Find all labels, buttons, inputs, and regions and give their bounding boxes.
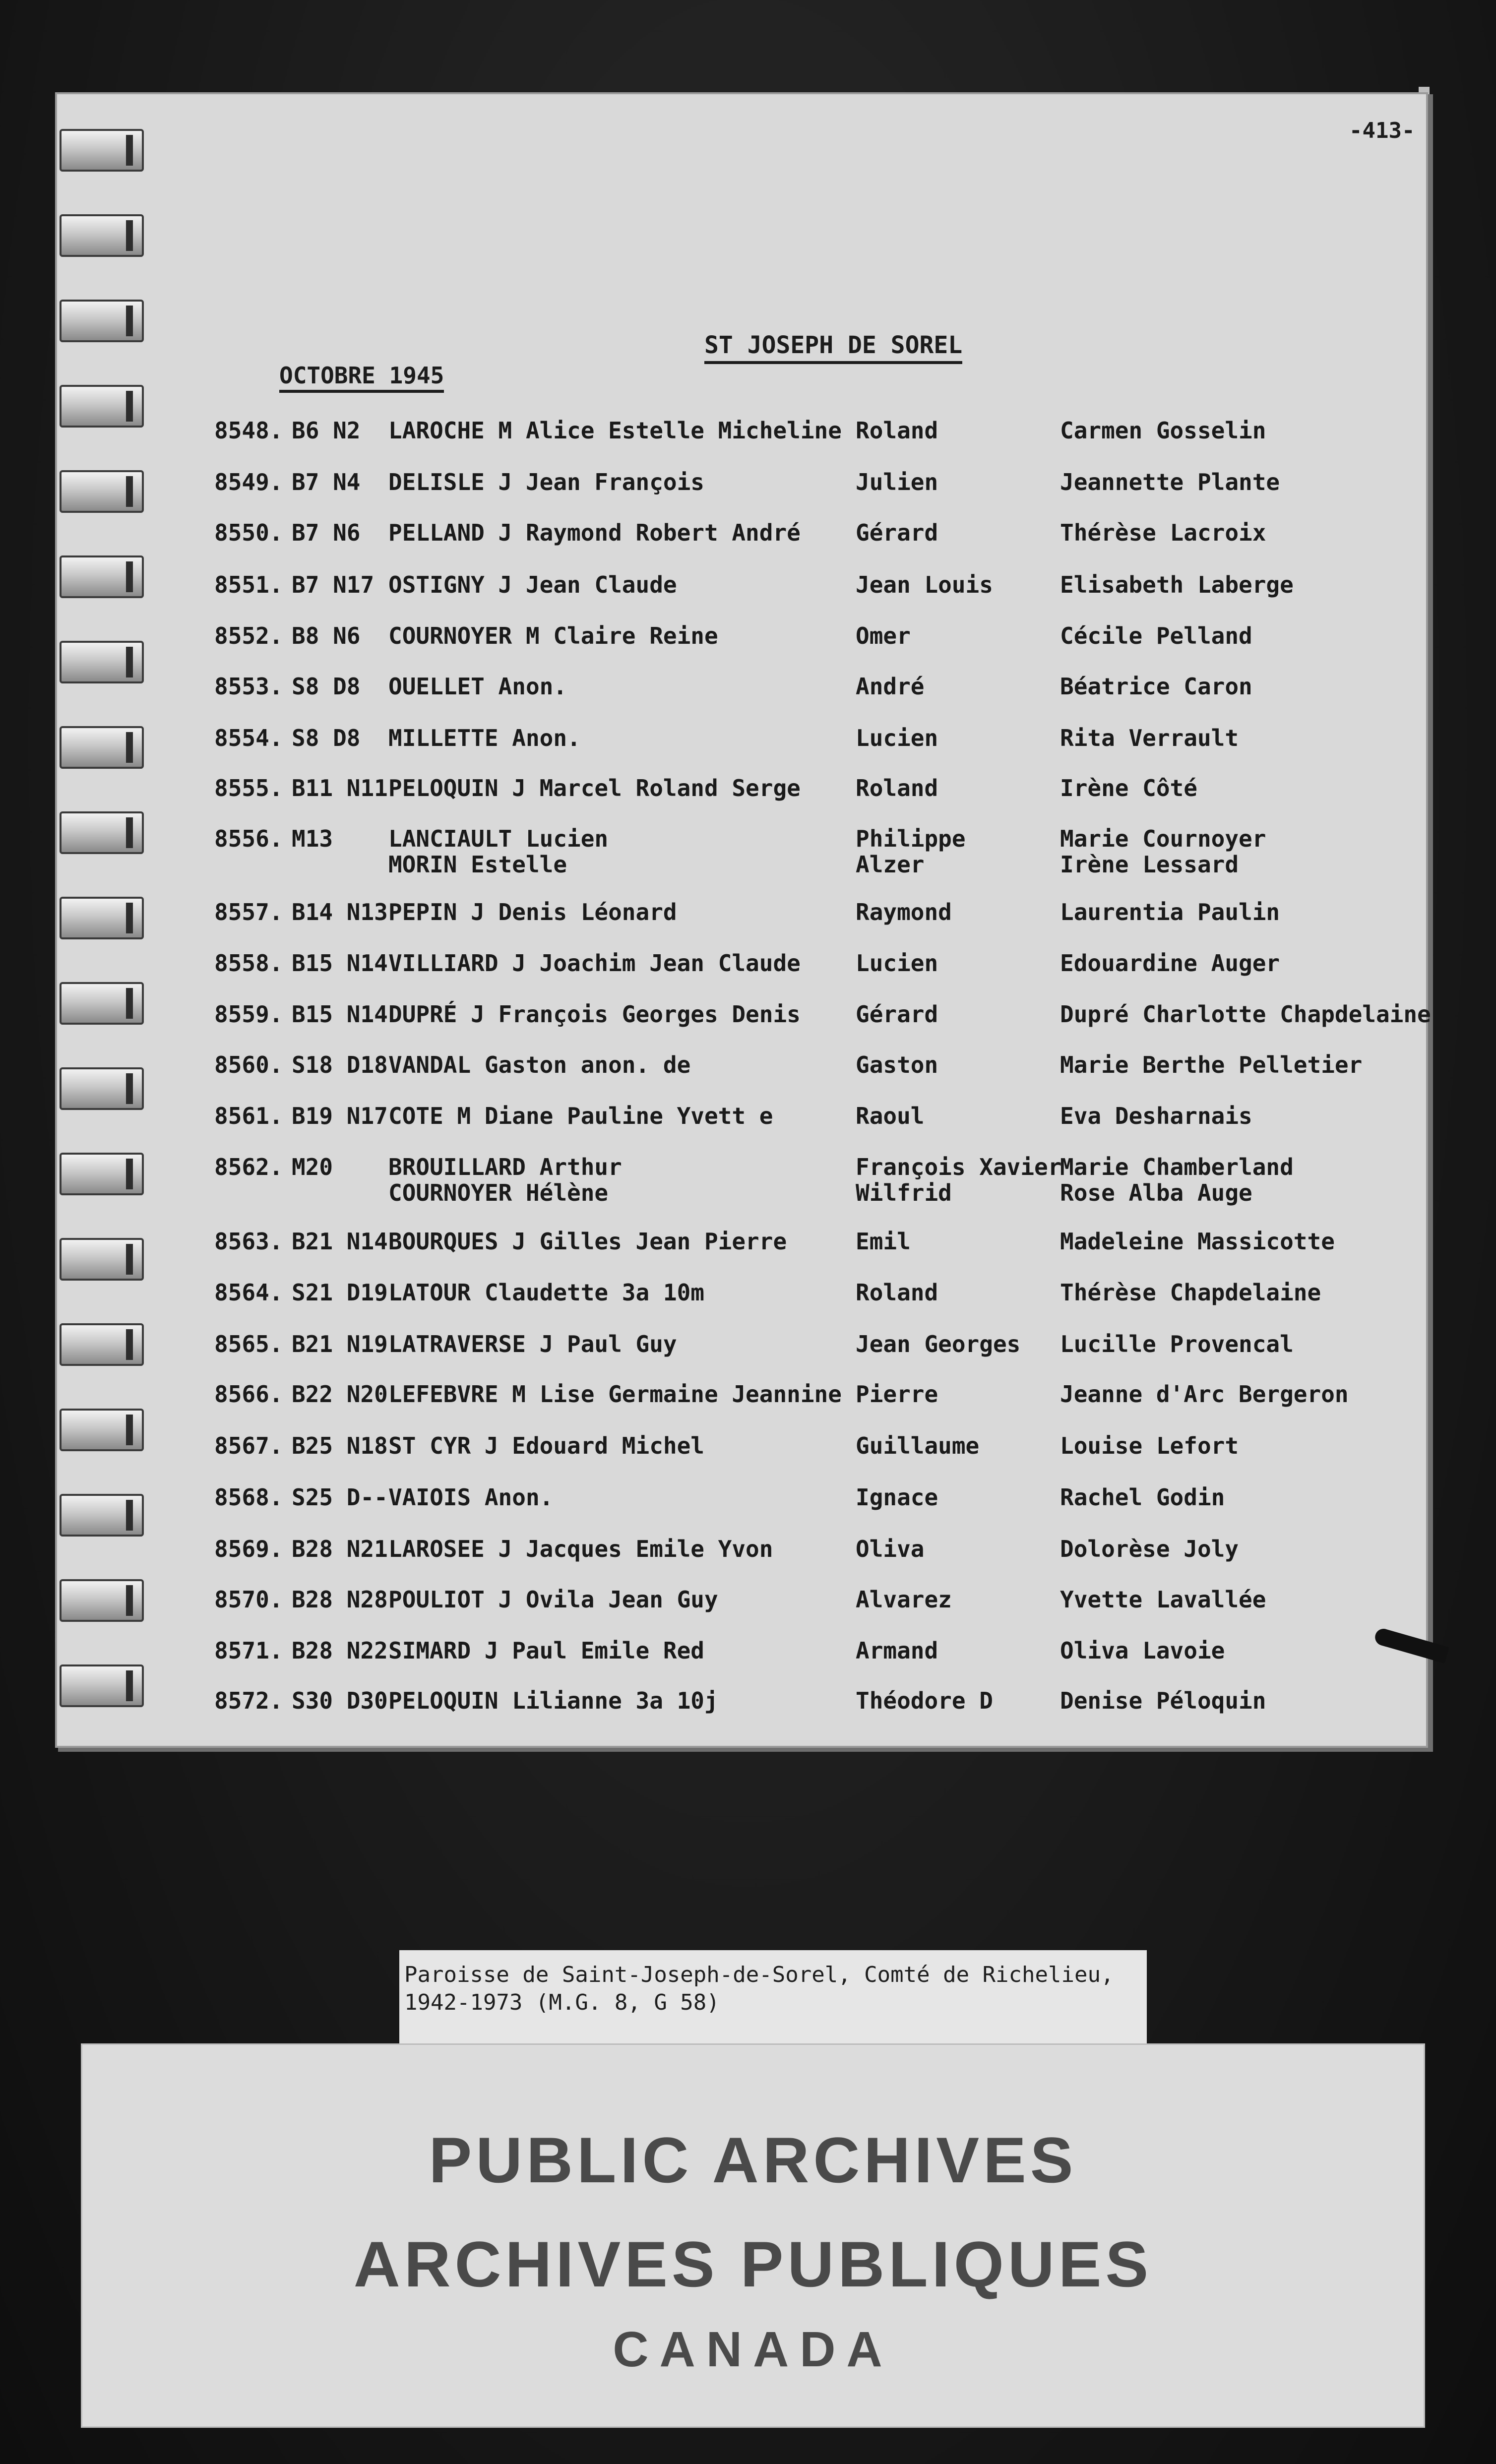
entry-number-text: 8562. [214, 1154, 283, 1180]
entry-father-text: François Xavier [856, 1154, 1062, 1180]
entry-father [856, 1433, 979, 1459]
binding-ring [60, 300, 144, 342]
entry-name [388, 950, 801, 976]
entry-father [856, 950, 938, 976]
entry-name [388, 1587, 718, 1612]
entry-number [214, 1688, 283, 1714]
entry-name-text-2: MORIN Estelle [388, 851, 567, 878]
entry-mother [1060, 1381, 1349, 1407]
entry-name-text: COTE M Diane Pauline Yvett e [388, 1103, 773, 1129]
entry-code [292, 1331, 388, 1357]
entry-number [214, 1103, 283, 1129]
entry-name-text: PELOQUIN Lilianne 3a 10j [388, 1687, 718, 1714]
entry-father-text: Armand [856, 1637, 938, 1664]
entry-father-text: Lucien [856, 950, 938, 977]
entry-name-text: MILLETTE Anon. [388, 725, 581, 751]
entry-mother [1060, 1587, 1266, 1612]
entry-number-text: 8571. [214, 1637, 283, 1664]
entry-code [292, 1688, 388, 1714]
page-number: -413- [1349, 118, 1415, 143]
entry-code-text: B15 N14 [292, 1001, 388, 1028]
entry-number-text: 8567. [214, 1432, 283, 1459]
entry-number [214, 1280, 283, 1305]
entry-number-text: 8551. [214, 571, 283, 598]
entry-father-text: Ignace [856, 1484, 938, 1511]
entry-father-text: Alvarez [856, 1586, 952, 1613]
entry-name [388, 826, 608, 877]
entry-father [856, 1229, 911, 1254]
entry-number-text: 8572. [214, 1687, 283, 1714]
entry-mother [1060, 674, 1252, 699]
entry-name [388, 674, 567, 699]
entry-code-text: B25 N18 [292, 1432, 388, 1459]
binding-ring [60, 641, 144, 683]
entry-code-text: B6 N2 [292, 417, 361, 444]
entry-code [292, 1154, 333, 1180]
entry-father-text: Roland [856, 417, 938, 444]
caption-line-1: Paroisse de Saint-Joseph-de-Sorel, Comté de Richelieu, [404, 1962, 1114, 1987]
entry-mother-text: Dupré Charlotte Chapdelaine [1060, 1001, 1431, 1028]
entry-mother [1060, 1688, 1266, 1714]
entry-name [388, 1154, 622, 1206]
entry-mother [1060, 826, 1266, 877]
entry-code [292, 623, 360, 649]
entry-name-text: PEPIN J Denis Léonard [388, 899, 677, 925]
entry-mother-text: Yvette Lavallée [1060, 1586, 1266, 1613]
entry-number-text: 8566. [214, 1381, 283, 1408]
entry-number-text: 8553. [214, 673, 283, 700]
entry-name [388, 1381, 842, 1407]
entry-father-text: Jean Georges [856, 1331, 1021, 1357]
entry-number-text: 8555. [214, 775, 283, 801]
entry-mother-text-2: Rose Alba Auge [1060, 1179, 1252, 1206]
entry-name-text: VANDAL Gaston anon. de [388, 1051, 691, 1078]
entry-number [214, 1484, 283, 1510]
entry-number [214, 1536, 283, 1562]
entry-code-text: S21 D19 [292, 1279, 388, 1306]
entry-code [292, 1280, 388, 1305]
entry-number-text: 8568. [214, 1484, 283, 1511]
binding-ring [60, 982, 144, 1025]
entry-name [388, 1280, 704, 1305]
entry-mother [1060, 1052, 1362, 1078]
entry-father [856, 1587, 952, 1612]
entry-mother-text: Jeanne d'Arc Bergeron [1060, 1381, 1349, 1408]
entry-name-text: BROUILLARD Arthur [388, 1154, 622, 1180]
entry-mother-text: Dolorèse Joly [1060, 1536, 1239, 1562]
entry-father [856, 1052, 938, 1078]
entry-father-text: Jean Louis [856, 571, 993, 598]
entry-code-text: B14 N13 [292, 899, 388, 925]
stamp-line-3: CANADA [613, 2322, 893, 2377]
entry-father [856, 469, 938, 495]
entry-mother-text: Oliva Lavoie [1060, 1637, 1225, 1664]
entry-name-text: DELISLE J Jean François [388, 469, 704, 495]
entry-code-text: S30 D30 [292, 1687, 388, 1714]
entry-mother [1060, 899, 1280, 925]
binding-ring [60, 1323, 144, 1366]
entry-number [214, 623, 283, 649]
entry-number [214, 520, 283, 546]
entry-name-text: DUPRÉ J François Georges Denis [388, 1001, 801, 1028]
entry-number-text: 8558. [214, 950, 283, 977]
entry-name [388, 1688, 718, 1714]
entry-code-text: B19 N17 [292, 1103, 388, 1129]
binding-ring [60, 1494, 144, 1537]
binding-ring [60, 1664, 144, 1707]
entry-father-text: André [856, 673, 925, 700]
entry-mother [1060, 1433, 1239, 1459]
binding-ring [60, 214, 144, 257]
entry-number-text: 8559. [214, 1001, 283, 1028]
entry-father [856, 1001, 938, 1027]
entry-code [292, 674, 360, 699]
binding-ring [60, 726, 144, 769]
entry-number [214, 725, 283, 751]
entry-mother [1060, 1001, 1431, 1027]
entry-mother [1060, 572, 1294, 598]
entry-code [292, 1052, 388, 1078]
caption-line-2: 1942-1973 (M.G. 8, G 58) [404, 1990, 720, 2015]
entry-name-text: LATOUR Claudette 3a 10m [388, 1279, 704, 1306]
entry-father-text: Roland [856, 1279, 938, 1306]
entry-father-text: Philippe [856, 825, 966, 852]
entry-mother [1060, 1331, 1294, 1357]
entry-code-text: B21 N19 [292, 1331, 388, 1357]
entry-mother-text: Rita Verrault [1060, 725, 1239, 751]
entry-code [292, 469, 360, 495]
entry-mother-text-2: Irène Lessard [1060, 851, 1239, 878]
entry-mother [1060, 418, 1266, 443]
entry-number [214, 1154, 283, 1180]
entry-mother-text: Marie Cournoyer [1060, 825, 1266, 852]
binding-ring [60, 470, 144, 513]
entry-mother [1060, 1229, 1335, 1254]
entry-code [292, 1536, 388, 1562]
entry-mother-text: Lucille Provencal [1060, 1331, 1294, 1357]
entry-mother [1060, 775, 1197, 801]
entry-father [856, 520, 938, 546]
entry-code [292, 1484, 388, 1510]
binding-ring [60, 811, 144, 854]
entry-mother-text: Eva Desharnais [1060, 1103, 1252, 1129]
entry-name [388, 1433, 704, 1459]
entry-name [388, 725, 581, 751]
entry-name [388, 520, 801, 546]
entry-code-text: B21 N14 [292, 1228, 388, 1255]
entry-code-text: B8 N6 [292, 622, 361, 649]
entry-name [388, 418, 842, 443]
entry-number-text: 8563. [214, 1228, 283, 1255]
entry-number [214, 1052, 283, 1078]
entry-mother [1060, 623, 1252, 649]
entry-mother-text: Denise Péloquin [1060, 1687, 1266, 1714]
entry-number [214, 1587, 283, 1612]
entry-name [388, 775, 801, 801]
entry-father-text: Oliva [856, 1536, 925, 1562]
entry-mother-text: Laurentia Paulin [1060, 899, 1280, 925]
entry-father [856, 1381, 938, 1407]
entry-code-text: B7 N17 [292, 571, 374, 598]
binding-ring [60, 1409, 144, 1451]
entry-code [292, 1001, 388, 1027]
entry-name [388, 1331, 677, 1357]
entry-number [214, 572, 283, 598]
entry-father [856, 418, 938, 443]
entry-name [388, 1638, 704, 1663]
entry-mother-text: Elisabeth Laberge [1060, 571, 1294, 598]
entry-number [214, 469, 283, 495]
entry-name-text-2: COURNOYER Hélène [388, 1179, 609, 1206]
entry-father [856, 1103, 924, 1129]
entry-number [214, 1331, 283, 1357]
entry-name [388, 899, 677, 925]
stamp-line-1: PUBLIC ARCHIVES [429, 2124, 1077, 2196]
entry-mother-text: Marie Berthe Pelletier [1060, 1051, 1363, 1078]
entry-code [292, 1229, 388, 1254]
entry-code [292, 725, 360, 751]
binding-ring [60, 1153, 144, 1195]
entry-code-text: B22 N20 [292, 1381, 388, 1408]
archives-stamp [81, 2043, 1425, 2428]
entry-number [214, 1001, 283, 1027]
binding-ring [60, 1067, 144, 1110]
entry-father-text: Raymond [856, 899, 952, 925]
entry-number-text: 8552. [214, 622, 283, 649]
entry-code [292, 826, 333, 852]
entry-code-text: B11 N11 [292, 775, 388, 801]
entry-mother [1060, 1280, 1321, 1305]
entry-number-text: 8570. [214, 1586, 283, 1613]
entry-code [292, 1587, 388, 1612]
entry-name-text: BOURQUES J Gilles Jean Pierre [388, 1228, 787, 1255]
entry-mother-text: Edouardine Auger [1060, 950, 1280, 977]
entry-name [388, 1229, 787, 1254]
entry-number [214, 1381, 283, 1407]
parish-header: ST JOSEPH DE SOREL [704, 331, 962, 364]
entry-father [856, 1484, 938, 1510]
entry-mother [1060, 950, 1280, 976]
entry-code-text: B28 N28 [292, 1586, 388, 1613]
entry-mother-text: Béatrice Caron [1060, 673, 1252, 700]
entry-code-text: S25 D-- [292, 1484, 388, 1511]
entry-father [856, 572, 993, 598]
entry-number-text: 8564. [214, 1279, 283, 1306]
entry-number-text: 8556. [214, 825, 283, 852]
entry-mother [1060, 1536, 1239, 1562]
entry-mother-text: Marie Chamberland [1060, 1154, 1294, 1180]
entry-number [214, 950, 283, 976]
entry-father-text: Théodore D [856, 1687, 993, 1714]
entry-name-text: PELOQUIN J Marcel Roland Serge [388, 775, 801, 801]
binding-ring [60, 1579, 144, 1622]
entry-name-text: POULIOT J Ovila Jean Guy [388, 1586, 718, 1613]
entry-code-text: B7 N6 [292, 519, 361, 546]
caption-label [399, 1950, 1147, 2045]
entry-number-text: 8549. [214, 469, 283, 495]
entry-mother-text: Irène Côté [1060, 775, 1197, 801]
entry-number-text: 8569. [214, 1536, 283, 1562]
entry-father [856, 1280, 938, 1305]
entry-mother [1060, 1484, 1225, 1510]
entry-code-text: M20 [292, 1154, 333, 1180]
entry-name-text: OUELLET Anon. [388, 673, 567, 700]
entry-name [388, 1484, 553, 1510]
entry-code-text: B15 N14 [292, 950, 388, 977]
entry-name-text: LANCIAULT Lucien [388, 825, 609, 852]
entry-father-text: Julien [856, 469, 938, 495]
binding-ring [60, 1238, 144, 1281]
entry-name-text: ST CYR J Edouard Michel [388, 1432, 704, 1459]
entry-name-text: OSTIGNY J Jean Claude [388, 571, 677, 598]
entry-father-text: Gérard [856, 519, 938, 546]
entry-code [292, 950, 388, 976]
entry-mother-text: Jeannette Plante [1060, 469, 1280, 495]
entry-name-text: SIMARD J Paul Emile Red [388, 1637, 704, 1664]
entry-number [214, 418, 283, 443]
entry-code-text: S8 D8 [292, 725, 361, 751]
entry-code [292, 899, 388, 925]
entry-father-text: Guillaume [856, 1432, 980, 1459]
entry-code [292, 1381, 388, 1407]
entry-father-text-2: Alzer [856, 851, 925, 878]
entry-name-text: VAIOIS Anon. [388, 1484, 554, 1511]
spiral-binding [60, 129, 149, 1741]
entry-code [292, 520, 360, 546]
entry-code-text: M13 [292, 825, 333, 852]
entry-father [856, 775, 938, 801]
entry-number [214, 775, 283, 801]
entry-mother [1060, 469, 1280, 495]
entry-father-text: Raoul [856, 1103, 925, 1129]
entry-name [388, 469, 704, 495]
entry-name [388, 572, 677, 598]
entry-name-text: LEFEBVRE M Lise Germaine Jeannine [388, 1381, 842, 1408]
binding-ring [60, 897, 144, 939]
entry-father [856, 1154, 1061, 1206]
entry-name-text: PELLAND J Raymond Robert André [388, 519, 801, 546]
entry-mother [1060, 520, 1266, 546]
entry-father [856, 1331, 1020, 1357]
entry-number-text: 8561. [214, 1103, 283, 1129]
entry-father [856, 899, 952, 925]
entry-mother-text: Thérèse Chapdelaine [1060, 1279, 1321, 1306]
entry-father-text: Emil [856, 1228, 911, 1255]
entry-number-text: 8557. [214, 899, 283, 925]
entry-father-text: Pierre [856, 1381, 938, 1408]
binding-ring [60, 385, 144, 428]
entry-number-text: 8565. [214, 1331, 283, 1357]
entry-number [214, 1638, 283, 1663]
entry-code [292, 1638, 388, 1663]
entry-name-text: COURNOYER M Claire Reine [388, 622, 718, 649]
entry-code-text: S18 D18 [292, 1051, 388, 1078]
entry-code [292, 1433, 388, 1459]
entry-code-text: B28 N22 [292, 1637, 388, 1664]
entry-mother-text: Louise Lefort [1060, 1432, 1239, 1459]
entry-father-text: Gérard [856, 1001, 938, 1028]
entry-name [388, 1103, 773, 1129]
entry-name [388, 1001, 801, 1027]
entry-mother-text: Rachel Godin [1060, 1484, 1225, 1511]
entry-mother-text: Thérèse Lacroix [1060, 519, 1266, 546]
entry-number [214, 1229, 283, 1254]
entry-father-text: Gaston [856, 1051, 938, 1078]
binding-ring [60, 129, 144, 172]
entry-father [856, 623, 911, 649]
entry-code [292, 1103, 388, 1129]
entry-mother [1060, 1154, 1294, 1206]
stamp-line-2: ARCHIVES PUBLIQUES [353, 2228, 1153, 2300]
entry-name [388, 1536, 773, 1562]
entry-father [856, 1536, 924, 1562]
entry-number [214, 826, 283, 852]
entry-father-text-2: Wilfrid [856, 1179, 952, 1206]
binding-ring [60, 555, 144, 598]
entry-name-text: LATRAVERSE J Paul Guy [388, 1331, 677, 1357]
entry-mother-text: Carmen Gosselin [1060, 417, 1266, 444]
entry-mother [1060, 1103, 1252, 1129]
entry-father-text: Roland [856, 775, 938, 801]
entry-code-text: B28 N21 [292, 1536, 388, 1562]
entry-father-text: Omer [856, 622, 911, 649]
entry-code-text: B7 N4 [292, 469, 361, 495]
month-header: OCTOBRE 1945 [279, 362, 444, 393]
entry-name-text: LAROSEE J Jacques Emile Yvon [388, 1536, 773, 1562]
entry-mother-text: Madeleine Massicotte [1060, 1228, 1335, 1255]
entry-code [292, 572, 374, 598]
entry-number [214, 1433, 283, 1459]
entry-father [856, 1638, 938, 1663]
entry-code [292, 775, 388, 801]
entry-father [856, 725, 938, 751]
entry-father [856, 674, 924, 699]
entry-name [388, 623, 718, 649]
entry-mother [1060, 725, 1239, 751]
entry-mother-text: Cécile Pelland [1060, 622, 1252, 649]
entry-number-text: 8554. [214, 725, 283, 751]
entry-number-text: 8548. [214, 417, 283, 444]
entry-code-text: S8 D8 [292, 673, 361, 700]
entry-name [388, 1052, 690, 1078]
entry-mother [1060, 1638, 1225, 1663]
entry-code [292, 418, 360, 443]
entry-number [214, 899, 283, 925]
entry-number-text: 8560. [214, 1051, 283, 1078]
entry-name-text: LAROCHE M Alice Estelle Micheline [388, 417, 842, 444]
entry-father [856, 826, 966, 877]
entry-name-text: VILLIARD J Joachim Jean Claude [388, 950, 801, 977]
entry-father [856, 1688, 993, 1714]
entry-number-text: 8550. [214, 519, 283, 546]
entry-father-text: Lucien [856, 725, 938, 751]
entry-number [214, 674, 283, 699]
